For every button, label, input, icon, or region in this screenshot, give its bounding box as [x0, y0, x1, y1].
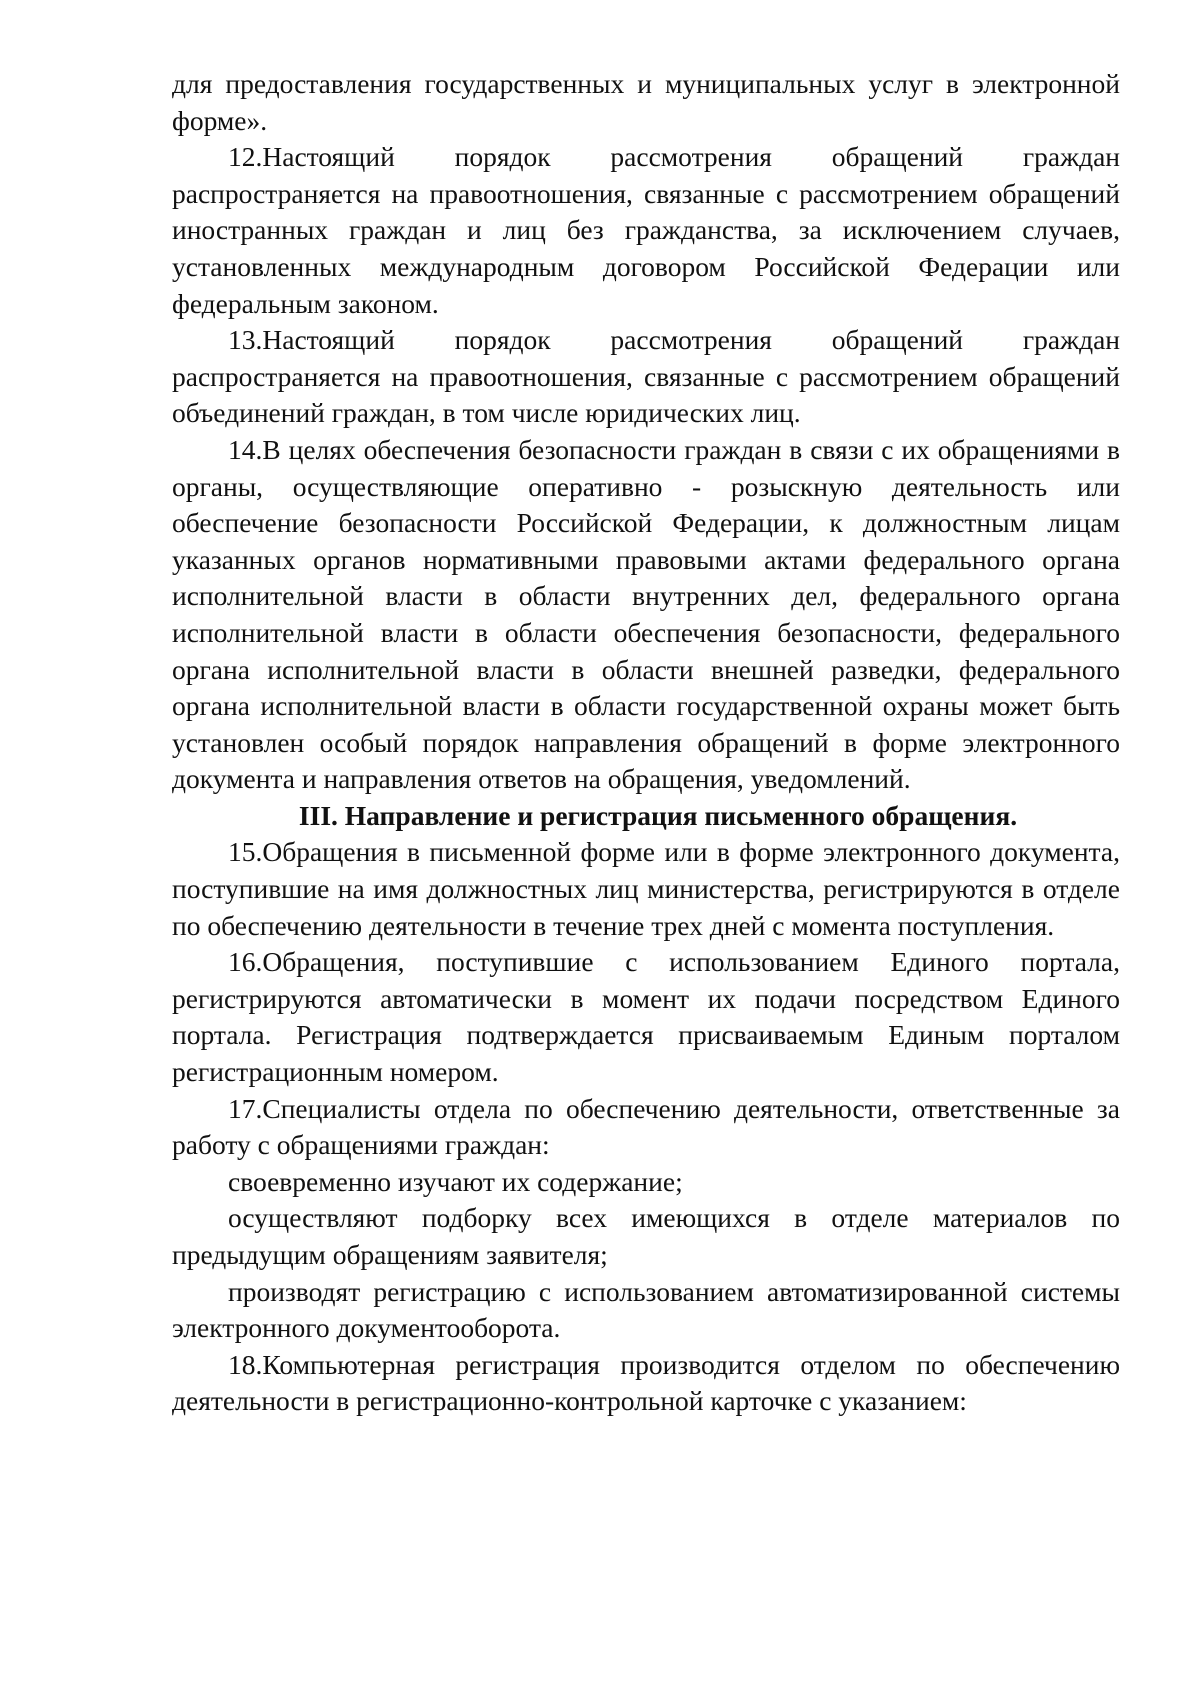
paragraph-17: 17.Специалисты отдела по обеспечению деятельности, ответственные за работу с обращениями граждан:: [172, 1092, 1120, 1161]
paragraph-15: 15.Обращения в письменной форме или в форме электронного документа, поступившие на имя должностных лиц министерства, регистрируются в отделе по обеспечению деятельности в течение трех дней с момента поступления.: [172, 836, 1120, 941]
document-page: [172, 66, 1120, 1420]
paragraph-14: 14.В целях обеспечения безопасности граждан в связи с их обращениями в органы, осуществляющие оперативно - розыскную деятельность или обеспечение безопасности Российской Федерации, к должностным лицам указанных органов нормативными правовыми актами федерального органа исполнительной власти в области внутренних дел, федерального органа исполнительной власти в области обеспечения безопасности, федерального органа исполнительной власти в области внешней разведки, федерального органа исполнительной власти в области государственной охраны может быть установлен особый порядок направления обращений в форме электронного документа и направления ответов на обращения, уведомлений.: [172, 433, 1120, 795]
paragraph-17-item-3: производят регистрацию с использованием автоматизированной системы электронного документооборота.: [172, 1275, 1120, 1344]
paragraph-17-item-1: своевременно изучают их содержание;: [228, 1165, 683, 1197]
paragraph-13: 13.Настоящий порядок рассмотрения обращений граждан распространяется на правоотношения, связанные с рассмотрением обращений объединений граждан, в том числе юридических лиц.: [172, 324, 1120, 429]
paragraph-17-item-2: осуществляют подборку всех имеющихся в отделе материалов по предыдущим обращениям заявителя;: [172, 1202, 1120, 1270]
paragraph-16: 16.Обращения, поступившие с использованием Единого портала, регистрируются автоматически в момент их подачи посредством Единого портала. Регистрация подтверждается присваиваемым Единым порталом регистрационным номером.: [172, 946, 1120, 1088]
paragraph-continuation: для предоставления государственных и муниципальных услуг в электронной форме».: [172, 68, 1120, 136]
section-heading: III. Направление и регистрация письменного обращения.: [298, 799, 1018, 831]
paragraph-18: 18.Компьютерная регистрация производится отделом по обеспечению деятельности в регистрационно-контрольной карточке с указанием:: [172, 1348, 1120, 1417]
paragraph-12: 12.Настоящий порядок рассмотрения обращений граждан распространяется на правоотношения, связанные с рассмотрением обращений иностранных граждан и лиц без гражданства, за исключением случаев, установленных международным договором Российской Федерации или федеральным законом.: [172, 141, 1120, 319]
